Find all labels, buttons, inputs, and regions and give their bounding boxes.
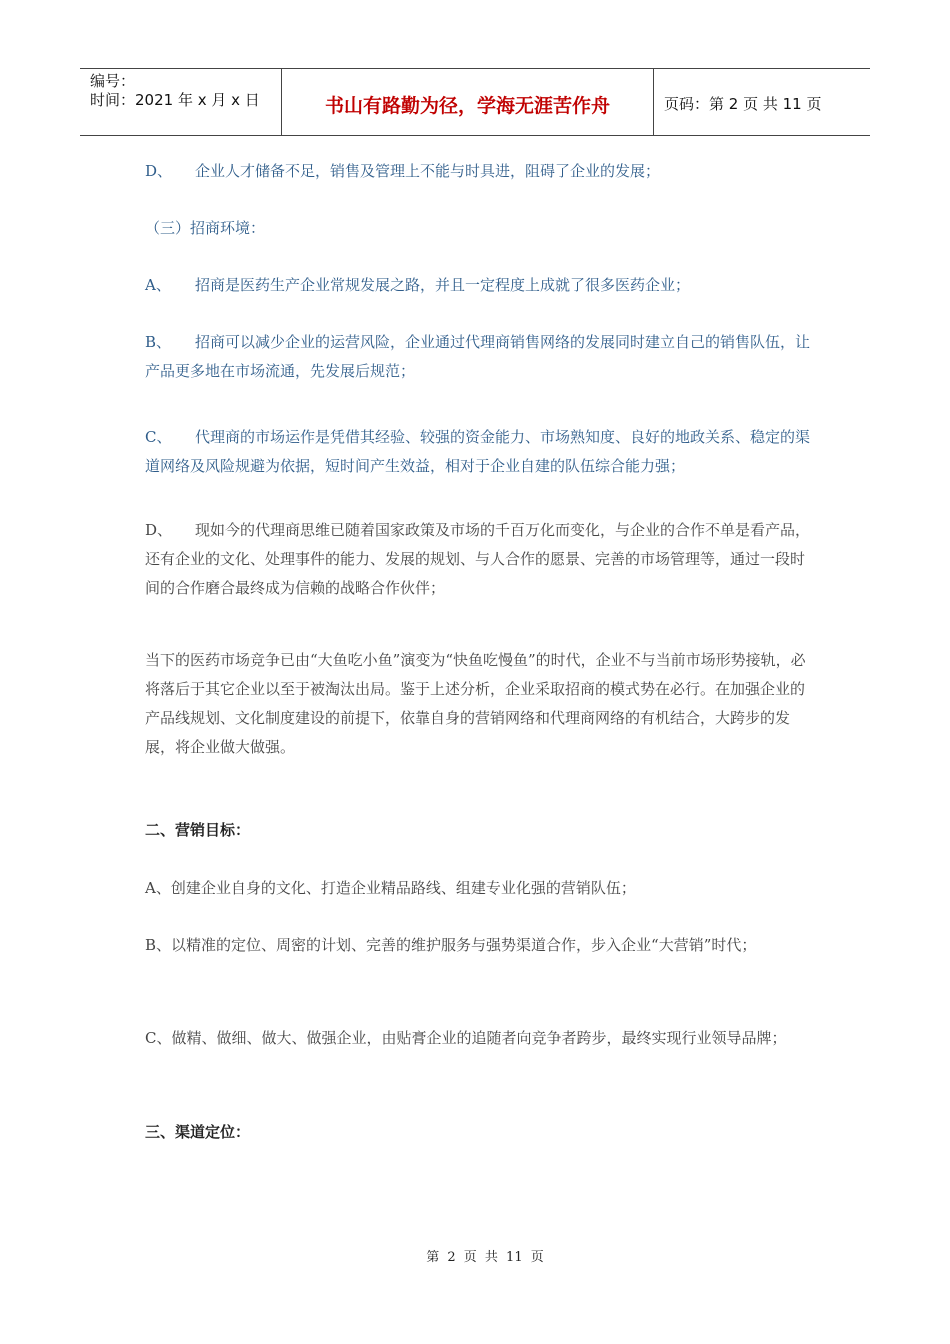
list-marker: A、 xyxy=(145,276,171,294)
paragraph-a1 xyxy=(145,271,810,300)
paragraph-text: 现如今的代理商思维已随着国家政策及市场的千百万化而变化，与企业的合作不单是看产品，还有企业的文化、处理事件的能力、发展的规划、与人合作的愿景、完善的市场管理等，通过一段时间的合作磨合最终成为信赖的战略合作伙伴； xyxy=(145,521,811,597)
section-heading-investment-environment: （三）招商环境： xyxy=(145,219,266,237)
list-marker: D、 xyxy=(145,521,173,539)
paragraph-d2 xyxy=(145,516,810,603)
header-motto: 书山有路勤为径，学海无涯苦作舟 xyxy=(282,69,654,135)
paragraph-text: 企业人才储备不足，销售及管理上不能与时具进，阻碍了企业的发展； xyxy=(195,162,661,180)
paragraph-text: 代理商的市场运作是凭借其经验、较强的资金能力、市场熟知度、良好的地政关系、稳定的渠道网络及风险规避为依据，短时间产生效益，相对于企业自建的队伍综合能力强； xyxy=(145,428,811,475)
section-heading-marketing-goals: 二、营销目标： xyxy=(145,821,251,839)
goal-item-b: B、以精准的定位、周密的计划、完善的维护服务与强势渠道合作，步入企业“大营销”时代； xyxy=(145,936,757,954)
header-date: 时间：2021 年 x 月 x 日 xyxy=(90,91,260,109)
paragraph-text: 招商可以减少企业的运营风险，企业通过代理商销售网络的发展同时建立自己的销售队伍，让产品更多地在市场流通，先发展后规范； xyxy=(145,333,811,380)
page-header xyxy=(80,68,870,136)
section-heading-channel-positioning: 三、渠道定位： xyxy=(145,1123,251,1141)
header-number: 编号： xyxy=(90,72,136,90)
header-page-info: 页码：第 2 页 共 11 页 xyxy=(664,94,822,113)
paragraph-c1 xyxy=(145,423,810,481)
list-marker: D、 xyxy=(145,162,173,180)
goal-item-c: C、做精、做细、做大、做强企业，由贴膏企业的追随者向竞争者跨步，最终实现行业领导品牌； xyxy=(145,1029,787,1047)
paragraph-d1 xyxy=(145,157,810,186)
paragraph-text: 招商是医药生产企业常规发展之路，并且一定程度上成就了很多医药企业； xyxy=(195,276,691,294)
page-footer: 第 2 页 共 11 页 xyxy=(426,1250,544,1265)
list-marker: B、 xyxy=(145,333,172,351)
paragraph-market-analysis: 当下的医药市场竞争已由“大鱼吃小鱼”演变为“快鱼吃慢鱼”的时代，企业不与当前市场形势接轨，必将落后于其它企业以至于被淘汰出局。鉴于上述分析，企业采取招商的模式势在必行。在加强企业的产品线规划、文化制度建设的前提下，依靠自身的营销网络和代理商网络的有机结合，大跨步的发展，将企业做大做强。 xyxy=(145,651,806,756)
list-marker: C、 xyxy=(145,428,172,446)
header-meta xyxy=(80,69,282,135)
paragraph-b1 xyxy=(145,328,810,386)
goal-item-a: A、创建企业自身的文化、打造企业精品路线、组建专业化强的营销队伍； xyxy=(145,879,636,897)
